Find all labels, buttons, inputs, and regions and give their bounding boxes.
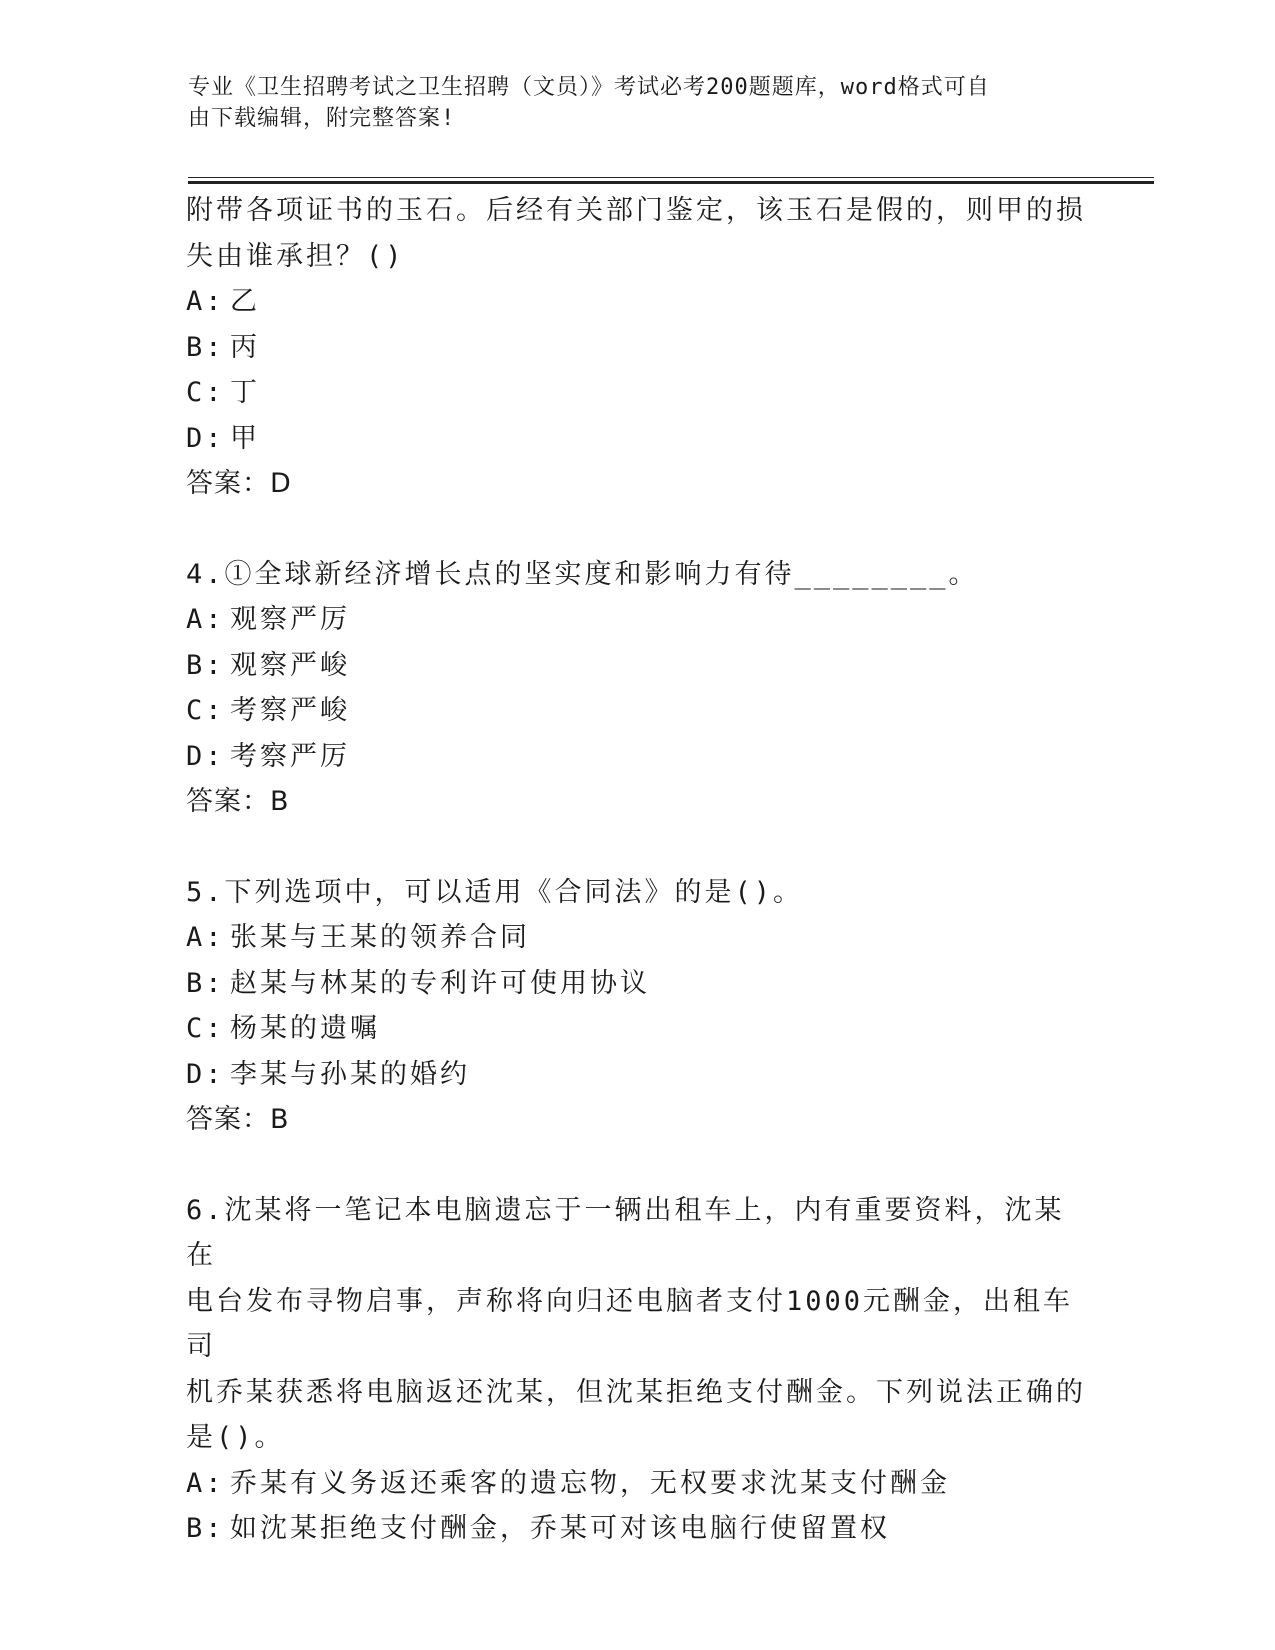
option-key: C:	[186, 695, 225, 726]
option-text: 乔某有义务返还乘客的遗忘物，无权要求沈某支付酬金	[230, 1467, 950, 1499]
question-3-answer: 答案：D	[186, 468, 292, 499]
question-6-stem-line-4: 是()。	[186, 1422, 285, 1453]
question-5-option-d	[186, 1052, 1086, 1098]
option-key: B:	[186, 649, 225, 681]
question-content	[186, 188, 1086, 1552]
question-6-stem-line-1: 6.沈某将一笔记本电脑遗忘于一辆出租车上，内有重要资料，沈某在	[186, 1194, 1065, 1271]
option-key: C:	[186, 1013, 225, 1044]
question-6-option-b	[186, 1506, 1086, 1552]
question-6-block	[186, 1188, 1086, 1552]
question-3-option-d	[186, 416, 1086, 462]
option-text: 考察严厉	[230, 740, 350, 772]
question-3-block	[186, 188, 1086, 507]
question-6-stem-line-2: 电台发布寻物启事，声称将向归还电脑者支付1000元酬金，出租车司	[186, 1285, 1074, 1362]
option-key: B:	[186, 1513, 225, 1544]
question-5-block	[186, 870, 1086, 1143]
question-5-option-a	[186, 915, 1086, 961]
option-text: 赵某与林某的专利许可使用协议	[230, 967, 650, 999]
question-4-option-a	[186, 597, 1086, 643]
option-key: C:	[186, 377, 225, 408]
question-3-stem-line-2: 失由谁承担？()	[186, 240, 405, 272]
question-4-option-d	[186, 734, 1086, 780]
option-text: 丙	[230, 331, 260, 363]
option-key: A:	[186, 604, 225, 635]
question-4-option-c	[186, 688, 1086, 734]
option-text: 考察严峻	[230, 695, 350, 726]
option-text: 乙	[230, 286, 260, 317]
option-key: D:	[186, 1058, 225, 1090]
header-divider-thick	[188, 181, 1154, 184]
question-4-stem: 4.①全球新经济增长点的坚实度和影响力有待________。	[186, 558, 979, 590]
option-key: D:	[186, 422, 225, 454]
question-5-option-c	[186, 1006, 1086, 1052]
option-key: B:	[186, 331, 225, 363]
header-title-line-1: 专业《卫生招聘考试之卫生招聘（文员）》考试必考200题题库，word格式可自	[188, 75, 990, 100]
option-key: A:	[186, 286, 225, 317]
question-3-stem-line-1: 附带各项证书的玉石。后经有关部门鉴定，该玉石是假的，则甲的损	[186, 195, 1086, 226]
question-4-option-b	[186, 643, 1086, 689]
option-text: 如沈某拒绝支付酬金，乔某可对该电脑行使留置权	[230, 1513, 890, 1544]
option-key: D:	[186, 740, 225, 772]
header-title-line-2: 由下载编辑，附完整答案!	[188, 106, 456, 131]
question-5-option-b	[186, 961, 1086, 1007]
option-key: A:	[186, 922, 225, 953]
option-text: 杨某的遗嘱	[230, 1013, 380, 1044]
option-text: 李某与孙某的婚约	[230, 1058, 470, 1090]
question-5-answer: 答案：B	[186, 1104, 290, 1135]
document-header	[188, 72, 1068, 134]
header-divider-thin	[188, 177, 1154, 178]
option-key: A:	[186, 1467, 225, 1499]
option-text: 丁	[230, 377, 260, 408]
option-text: 观察严厉	[230, 604, 350, 635]
option-text: 甲	[230, 422, 260, 454]
question-4-block	[186, 552, 1086, 825]
question-4-answer: 答案：B	[186, 786, 290, 817]
question-6-stem-line-3: 机乔某获悉将电脑返还沈某，但沈某拒绝支付酬金。下列说法正确的	[186, 1376, 1086, 1408]
option-text: 观察严峻	[230, 649, 350, 681]
question-3-option-a	[186, 279, 1086, 325]
question-5-stem: 5.下列选项中，可以适用《合同法》的是()。	[186, 876, 804, 908]
option-text: 张某与王某的领养合同	[230, 922, 530, 953]
option-key: B:	[186, 967, 225, 999]
question-3-option-b	[186, 325, 1086, 371]
question-6-option-a	[186, 1461, 1086, 1507]
question-3-option-c	[186, 370, 1086, 416]
